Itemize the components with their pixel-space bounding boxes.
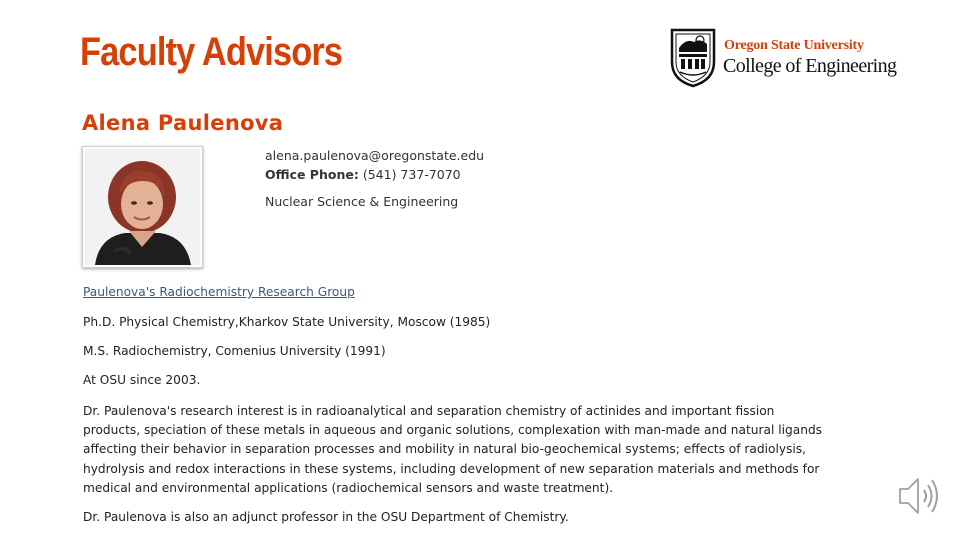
logo-college: College of Engineering: [723, 55, 897, 77]
slide-title: Faculty Advisors: [80, 30, 343, 74]
adjunct-note: Dr. Paulenova is also an adjunct professor in the OSU Department of Chemistry.: [83, 510, 569, 524]
speaker-icon[interactable]: [894, 470, 946, 522]
profile-photo: [82, 146, 203, 268]
phone-number: (541) 737-7070: [362, 167, 461, 182]
phone-label: Office Phone:: [265, 167, 359, 182]
logo-university: Oregon State University: [724, 38, 864, 53]
person-name: Alena Paulenova: [82, 111, 284, 135]
email-text: alena.paulenova@oregonstate.edu: [265, 148, 485, 163]
degree-phd: Ph.D. Physical Chemistry,Kharkov State University, Moscow (1985): [83, 315, 491, 329]
osu-since: At OSU since 2003.: [83, 373, 201, 387]
degree-ms: M.S. Radiochemistry, Comenius University (1991): [83, 344, 386, 358]
office-phone: [265, 167, 461, 182]
research-group-link[interactable]: Paulenova's Radiochemistry Research Group: [83, 285, 355, 299]
research-description: Dr. Paulenova's research interest is in radioanalytical and separation chemistry of actinides and important fission products, speciation of these metals in aqueous and organic solutions, complexation with man-made and natural ligands affecting their behavior in separation processes and mobility in natural bio-geochemical systems; effects of radiolysis, hydrolysis and redox interactions in these systems, including development of new separation materials and methods for medical and environmental applications (radiochemical sensors and waste treatment).: [83, 404, 823, 495]
osu-seal-icon: [668, 26, 718, 88]
department: Nuclear Science & Engineering: [265, 194, 459, 209]
portrait-image: [85, 149, 200, 265]
osu-logo: [668, 26, 898, 90]
